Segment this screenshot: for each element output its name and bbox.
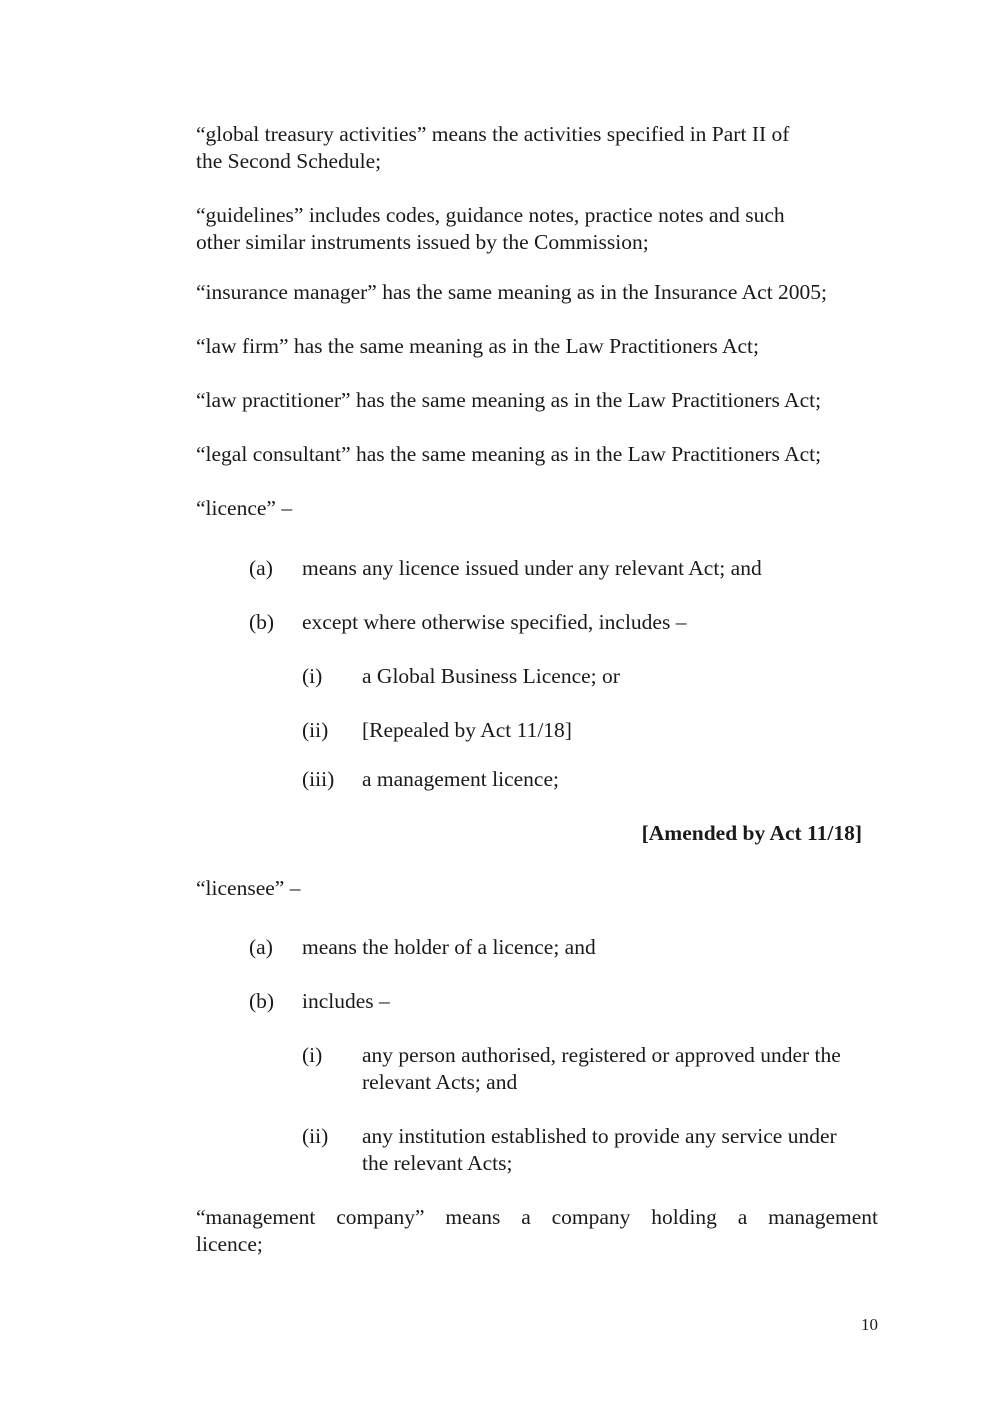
paragraph-label: (b) — [249, 610, 275, 634]
definition-term: “licensee” – — [196, 876, 301, 900]
paragraph-label: (a) — [249, 935, 273, 959]
paragraph-text: means the holder of a licence; and — [302, 935, 596, 959]
subparagraph-text: [Repealed by Act 11/18] — [362, 718, 572, 742]
paragraph-label: (a) — [249, 556, 273, 580]
definition-text-line: other similar instruments issued by the Commission; — [196, 230, 649, 254]
definition-text-line: “guidelines” includes codes, guidance notes, practice notes and such — [196, 203, 785, 227]
subparagraph-label: (i) — [302, 1043, 323, 1067]
subparagraph-text-line: the relevant Acts; — [362, 1151, 513, 1175]
definition-legal-consultant: “legal consultant” has the same meaning as in the Law Practitioners Act; — [196, 442, 822, 466]
subparagraph-label: (i) — [302, 664, 323, 688]
definition-law-practitioner: “law practitioner” has the same meaning as in the Law Practitioners Act; — [196, 388, 822, 412]
page-number: 10 — [861, 1315, 878, 1334]
subparagraph-label: (ii) — [302, 1124, 329, 1148]
subparagraph-label: (ii) — [302, 718, 329, 742]
amendment-note: [Amended by Act 11/18] — [641, 821, 862, 845]
definition-text-line: the Second Schedule; — [196, 149, 382, 173]
subparagraph-text-line: any person authorised, registered or approved under the — [362, 1043, 841, 1067]
subparagraph-text: a management licence; — [362, 767, 559, 791]
subparagraph-label: (iii) — [302, 767, 335, 791]
paragraph-text: means any licence issued under any relevant Act; and — [302, 556, 762, 580]
definition-text-line: “global treasury activities” means the activities specified in Part II of — [196, 122, 790, 146]
definition-text-line: “management company” means a company holding a management — [196, 1205, 878, 1229]
paragraph-label: (b) — [249, 989, 275, 1013]
subparagraph-text-line: any institution established to provide any service under — [362, 1124, 837, 1148]
paragraph-text: includes – — [302, 989, 390, 1013]
subparagraph-text: a Global Business Licence; or — [362, 664, 620, 688]
definition-text-line: licence; — [196, 1232, 263, 1256]
definition-law-firm: “law firm” has the same meaning as in the Law Practitioners Act; — [196, 334, 759, 358]
paragraph-text: except where otherwise specified, includes – — [302, 610, 687, 634]
definition-insurance-manager: “insurance manager” has the same meaning as in the Insurance Act 2005; — [196, 280, 828, 304]
definition-term: “licence” – — [196, 496, 293, 520]
subparagraph-text-line: relevant Acts; and — [362, 1070, 518, 1094]
